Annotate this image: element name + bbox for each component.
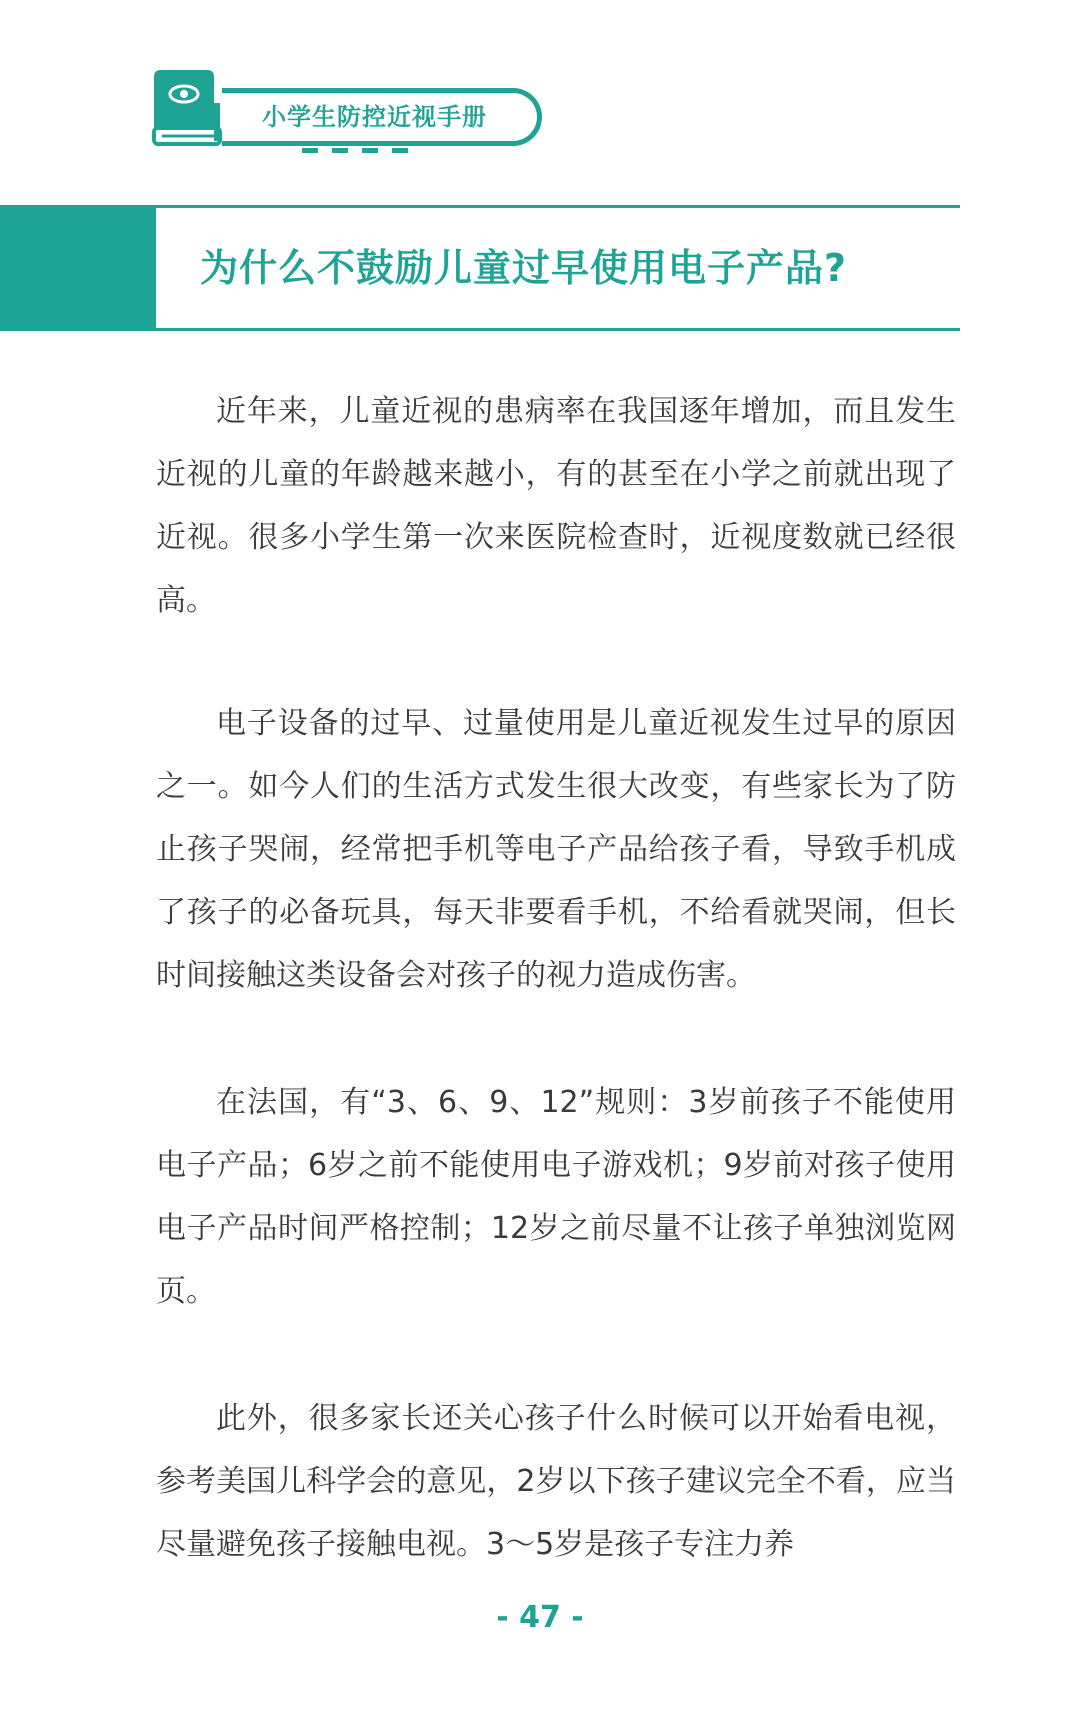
- eye-book-icon: [152, 68, 222, 148]
- paragraph-1: 近年来，儿童近视的患病率在我国逐年增加，而且发生近视的儿童的年龄越来越小，有的甚至在小学之前就出现了近视。很多小学生第一次来医院检查时，近视度数就已经很高。: [156, 394, 956, 618]
- paragraph-3: 在法国，有“3、6、9、12”规则：3岁前孩子不能使用电子产品；6岁之前不能使用电子游戏机；9岁前对孩子使用电子产品时间严格控制；12岁之前尽量不让孩子单独浏览网页。: [156, 1085, 956, 1309]
- paragraph-2: 电子设备的过早、过量使用是儿童近视发生过早的原因之一。如今人们的生活方式发生很大改变，有些家长为了防止孩子哭闹，经常把手机等电子产品给孩子看，导致手机成了孩子的必备玩具，每天非要看手机，不给看就哭闹，但长时间接触这类设备会对孩子的视力造成伤害。: [156, 706, 956, 993]
- title-bottom-rule: [0, 328, 960, 331]
- header-badge: [152, 68, 552, 152]
- section-title-bar: [0, 205, 960, 331]
- body-text: [156, 380, 956, 1640]
- header-decoration: [302, 138, 422, 157]
- section-title: 为什么不鼓励儿童过早使用电子产品?: [200, 246, 848, 290]
- handbook-title: 小学生防控近视手册: [262, 103, 487, 131]
- page-number: - 47 -: [496, 1600, 584, 1635]
- paragraph-4: 此外，很多家长还关心孩子什么时候可以开始看电视，参考美国儿科学会的意见，2岁以下孩子建议完全不看，应当尽量避免孩子接触电视。3～5岁是孩子专注力养: [156, 1401, 956, 1562]
- title-accent-block: [0, 208, 156, 328]
